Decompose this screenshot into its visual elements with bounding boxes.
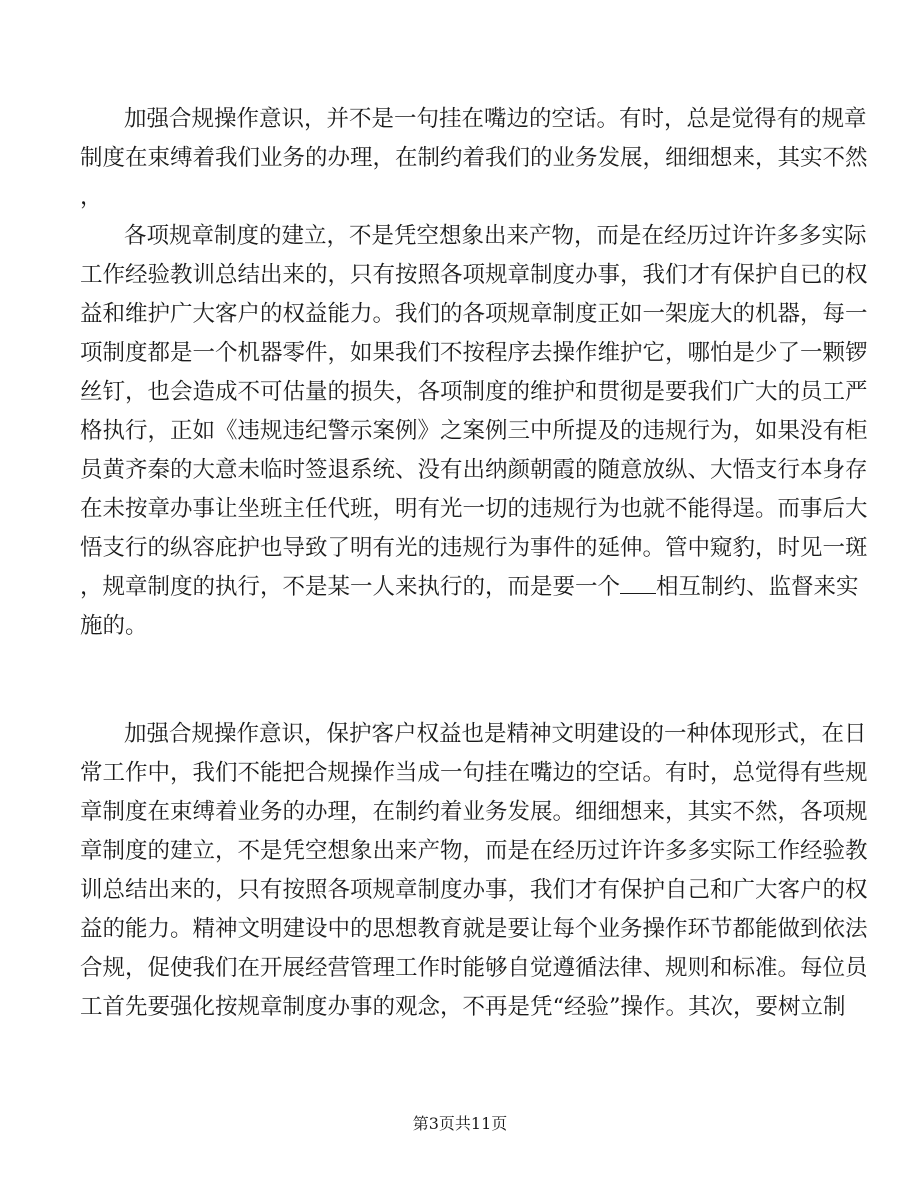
paragraph-2-line-10-text-after: 相互制约、监督来实 bbox=[656, 574, 859, 600]
paragraph-2-line-3: 益和维护广大客户的权益能力。我们的各项规章制度正如一架庞大的机器，每一 bbox=[80, 301, 868, 327]
paragraph-2-line-4: 项制度都是一个机器零件，如果我们不按程序去操作维护它，哪怕是少了一颗锣 bbox=[80, 340, 868, 366]
paragraph-2-line-1: 各项规章制度的建立，不是凭空想象出来产物，而是在经历过许许多多实际 bbox=[124, 223, 867, 249]
paragraph-2-line-8: 在未按章办事让坐班主任代班，明有光一切的违规行为也就不能得逞。而事后大 bbox=[80, 496, 868, 522]
page-number-footer: 第3页共11页 bbox=[412, 1114, 508, 1133]
paragraph-1-line-3: ， bbox=[80, 184, 103, 210]
paragraph-3-line-7: 合规，促使我们在开展经营管理工作时能够自觉遵循法律、规则和标准。每位员 bbox=[80, 955, 868, 981]
paragraph-2-line-10 bbox=[80, 572, 859, 602]
paragraph-2-line-9: 悟支行的纵容庇护也导致了明有光的违规行为事件的延伸。管中窥豹，时见一斑 bbox=[80, 535, 868, 561]
paragraph-3-line-6: 益的能力。精神文明建设中的思想教育就是要让每个业务操作环节都能做到依法 bbox=[80, 916, 868, 942]
paragraph-2-line-11: 施的。 bbox=[80, 613, 148, 639]
paragraph-3-line-3: 章制度在束缚着业务的办理，在制约着业务发展。细细想来，其实不然，各项规 bbox=[80, 799, 868, 825]
paragraph-2-line-6: 格执行，正如《违规违纪警示案例》之案例三中所提及的违规行为，如果没有柜 bbox=[80, 418, 868, 444]
paragraph-2-line-7: 员黄齐秦的大意未临时签退系统、没有出纳颜朝霞的随意放纵、大悟支行本身存 bbox=[80, 457, 868, 483]
paragraph-3-line-8: 工首先要强化按规章制度办事的观念，不再是凭“经验”操作。其次，要树立制 bbox=[80, 994, 846, 1020]
paragraph-3-line-1: 加强合规操作意识，保护客户权益也是精神文明建设的一种体现形式，在日 bbox=[124, 721, 867, 747]
paragraph-1-line-1: 加强合规操作意识，并不是一句挂在嘴边的空话。有时，总是觉得有的规章 bbox=[124, 106, 867, 132]
fill-in-blank bbox=[620, 575, 656, 594]
paragraph-2-line-10-text-before: ，规章制度的执行，不是某一人来执行的，而是要一个 bbox=[80, 574, 621, 600]
paragraph-1-line-2: 制度在束缚着我们业务的办理，在制约着我们的业务发展，细细想来，其实不然 bbox=[80, 145, 868, 171]
paragraph-3-line-2: 常工作中，我们不能把合规操作当成一句挂在嘴边的空话。有时，总觉得有些规 bbox=[80, 760, 868, 786]
paragraph-3-line-4: 章制度的建立，不是凭空想象出来产物，而是在经历过许许多多实际工作经验教 bbox=[80, 838, 868, 864]
paragraph-3-line-5: 训总结出来的，只有按照各项规章制度办事，我们才有保护自己和广大客户的权 bbox=[80, 877, 868, 903]
paragraph-2-line-2: 工作经验教训总结出来的，只有按照各项规章制度办事，我们才有保护自已的权 bbox=[80, 262, 868, 288]
paragraph-2-line-5: 丝钉，也会造成不可估量的损失，各项制度的维护和贯彻是要我们广大的员工严 bbox=[80, 379, 868, 405]
